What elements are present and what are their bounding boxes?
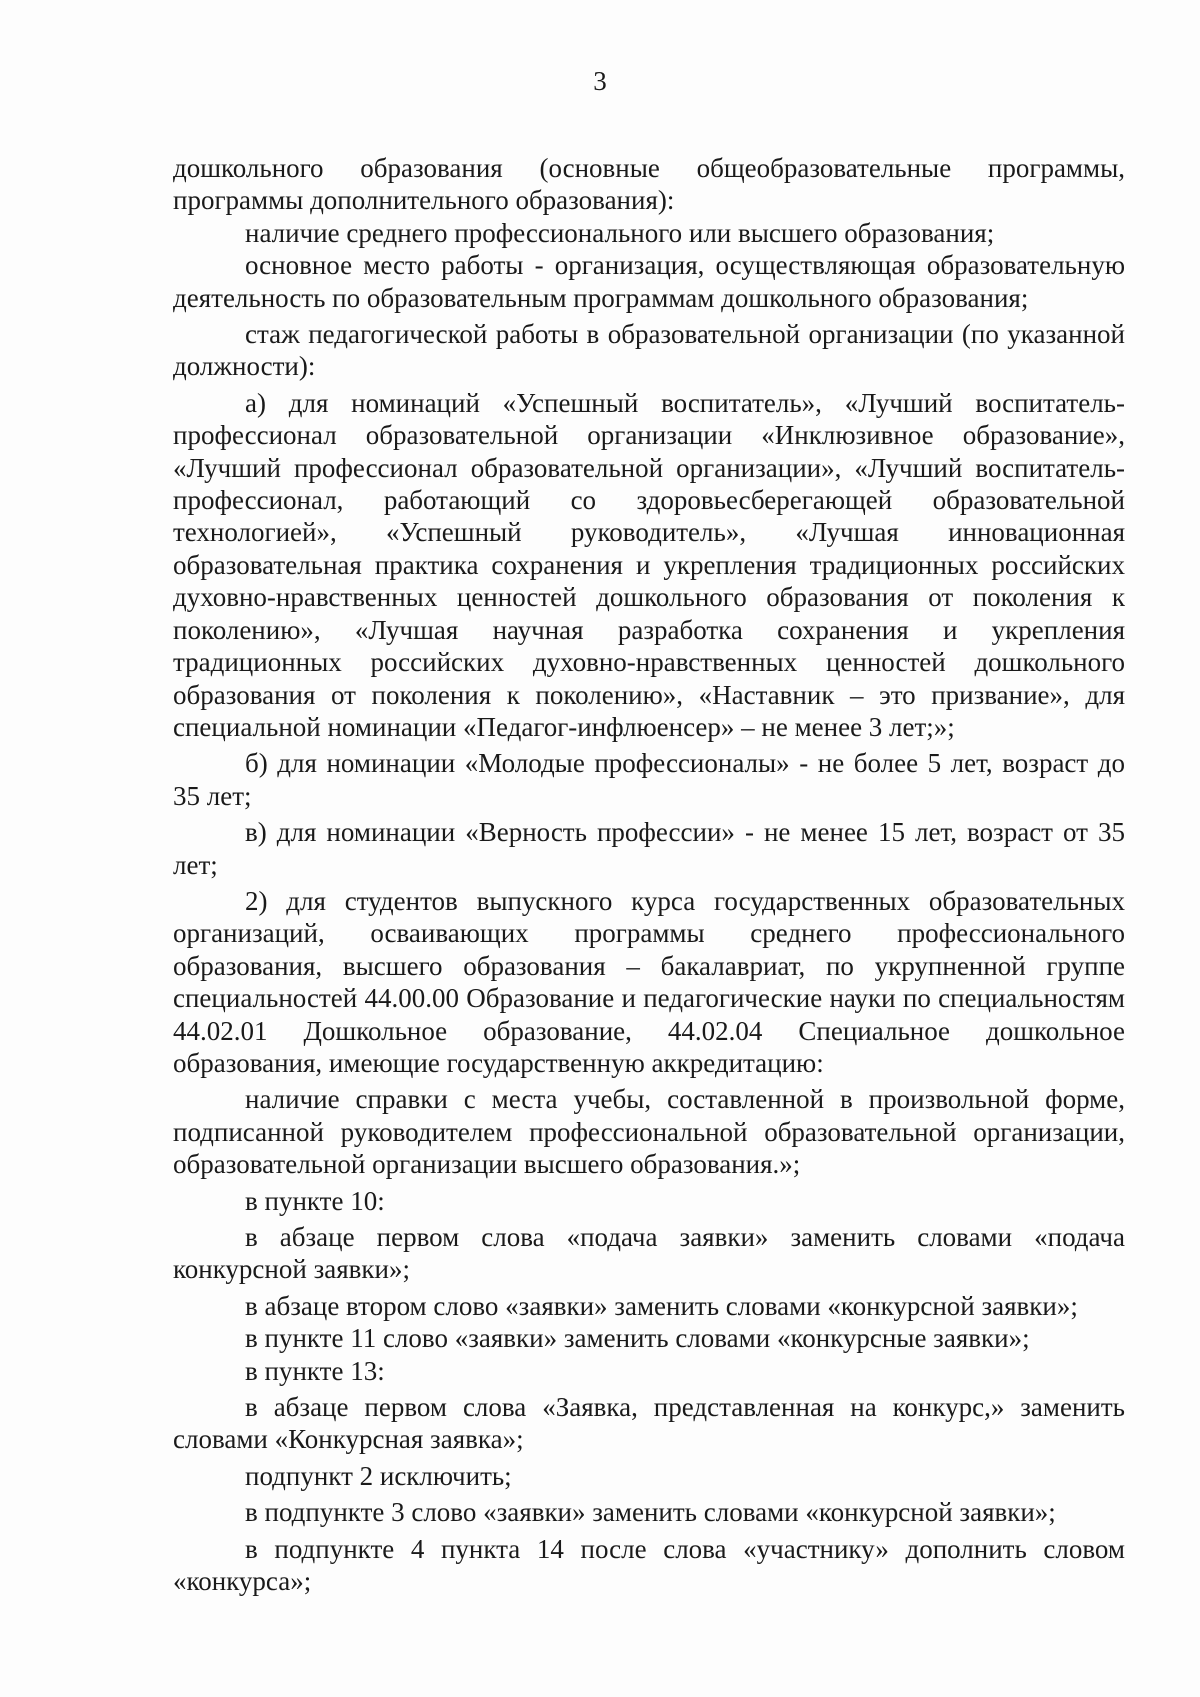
document-body bbox=[173, 152, 1125, 1597]
paragraph-4: стаж педагогической работы в образовательной организации (по указанной должности): bbox=[173, 319, 1125, 382]
paragraph-10: в пункте 10: bbox=[245, 1185, 385, 1216]
paragraph-13: в пункте 11 слово «заявки» заменить словами «конкурсные заявки»; bbox=[245, 1323, 1030, 1354]
page-number: 3 bbox=[593, 66, 607, 96]
paragraph-9: наличие справки с места учебы, составленной в произвольной форме, подписанной руководителем профессиональной образовательной организации, образовательной организации высшего образования.»; bbox=[173, 1084, 1125, 1180]
paragraph-7: в) для номинации «Верность профессии» - не менее 15 лет, возраст от 35 лет; bbox=[173, 817, 1125, 880]
paragraph-15: в абзаце первом слова «Заявка, представленная на конкурс,» заменить словами «Конкурсная заявка»; bbox=[173, 1392, 1125, 1455]
paragraph-8: 2) для студентов выпускного курса государственных образовательных организаций, осваивающих программы среднего профессионального образования, высшего образования – бакалавриат, по укрупненной группе специальностей 44.00.00 Образование и педагогические науки по специальностям 44.02.01 Дошкольное образование, 44.02.04 Специальное дошкольное образования, имеющие государственную аккредитацию: bbox=[173, 885, 1125, 1078]
paragraph-2: наличие среднего профессионального или высшего образования; bbox=[245, 217, 995, 248]
paragraph-3: основное место работы - организация, осуществляющая образовательную деятельность по образовательным программам дошкольного образования; bbox=[173, 250, 1125, 313]
paragraph-16: подпункт 2 исключить; bbox=[245, 1460, 512, 1491]
paragraph-5: а) для номинаций «Успешный воспитатель», «Лучший воспитатель-профессионал образовательной организации «Инклюзивное образование», «Лучший профессионал образовательной организации», «Лучший воспитатель-профессионал, работающий со здоровьесберегающей образовательной технологией», «Успешный руководитель», «Лучшая инновационная образовательная практика сохранения и укрепления традиционных российских духовно-нравственных ценностей дошкольного образования от поколения к поколению», «Лучшая научная разработка сохранения и укрепления традиционных российских духовно-нравственных ценностей дошкольного образования от поколения к поколению», «Наставник – это призвание», для специальной номинации «Педагог-инфлюенсер» – не менее 3 лет;»; bbox=[173, 387, 1125, 742]
paragraph-1: дошкольного образования (основные общеобразовательные программы, программы дополнительного образования): bbox=[173, 153, 1125, 216]
paragraph-11: в абзаце первом слова «подача заявки» заменить словами «подача конкурсной заявки»; bbox=[173, 1222, 1125, 1285]
paragraph-18: в подпункте 4 пункта 14 после слова «участнику» дополнить словом «конкурса»; bbox=[173, 1533, 1125, 1597]
paragraph-12: в абзаце втором слово «заявки» заменить словами «конкурсной заявки»; bbox=[245, 1290, 1078, 1321]
paragraph-6: б) для номинации «Молодые профессионалы» - не более 5 лет, возраст до 35 лет; bbox=[173, 748, 1125, 811]
paragraph-17: в подпункте 3 слово «заявки» заменить словами «конкурсной заявки»; bbox=[245, 1497, 1056, 1528]
paragraph-14: в пункте 13: bbox=[245, 1355, 385, 1386]
